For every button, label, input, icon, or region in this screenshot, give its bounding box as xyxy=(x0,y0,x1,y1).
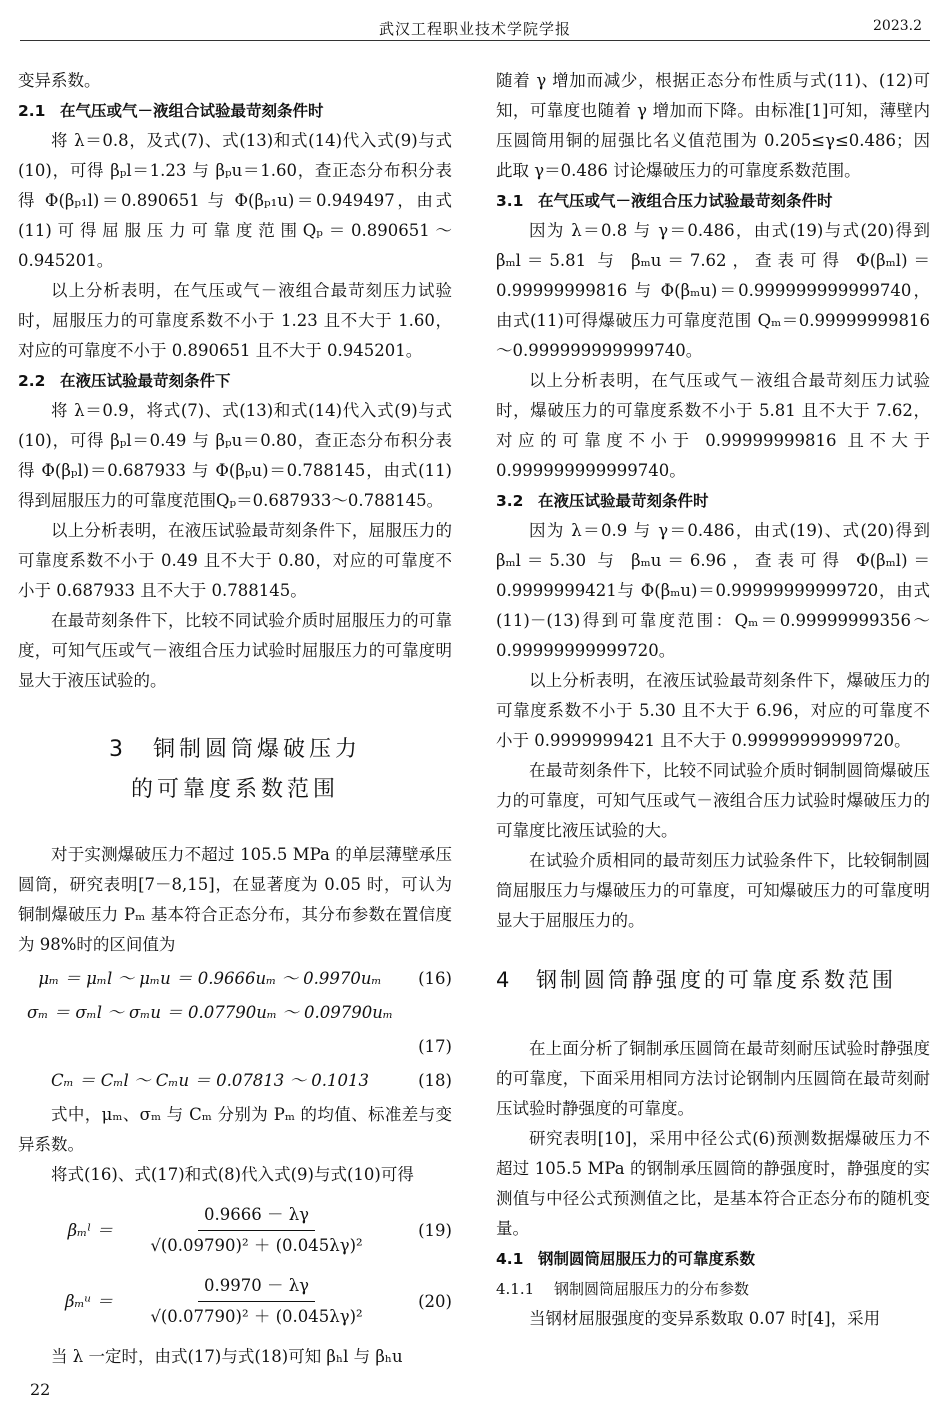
page-number: 22 xyxy=(30,1380,51,1399)
equation-lhs: βₘᵘ ＝ xyxy=(65,1291,113,1311)
journal-title: 武汉工程职业技术学院学报 xyxy=(378,20,571,38)
equation-tag: (20) xyxy=(418,1291,452,1311)
section-number: 3.1 xyxy=(496,192,524,210)
section-title: 钢制圆筒屈服压力的分布参数 xyxy=(554,1280,750,1298)
paragraph: 对于实测爆破压力不超过 105.5 MPa 的单层薄壁承压圆筒，研究表明[7－8,15]，在显著度为 0.05 时，可认为铜制爆破压力 Pₘ 基本符合正态分布，其分布参数在置信度为 98%时的区间值为 xyxy=(18,845,452,954)
paragraph: 变异系数。 xyxy=(18,71,101,90)
left-column xyxy=(18,66,452,1372)
paragraph: 随着 γ 增加而减少，根据正态分布性质与式(11)、(12)可知，可靠度也随着 γ 增加而下降。由标准[1]可知，薄壁内压圆筒用铜的屈强比名义值范围为 0.205≤γ≤0.486；因此取 γ＝0.486 讨论爆破压力的可靠度系数范围。 xyxy=(496,71,930,180)
equation-body: Cₘ ＝ Cₘl ～ Cₘu ＝ 0.07813 ～ 0.1013 xyxy=(50,1071,370,1090)
section-heading-2-1 xyxy=(18,96,452,126)
paragraph: 以上分析表明，在液压试验最苛刻条件下，爆破压力的可靠度系数不小于 5.30 且不大于 6.96，对应的可靠度不小于 0.9999999421 且不大于 0.99999999999720。 xyxy=(496,671,930,750)
paragraph: 以上分析表明，在气压或气－液组合最苛刻压力试验时，爆破压力的可靠度系数不小于 5.81 且不大于 7.62，对应的可靠度不小于 0.99999999816 且不大于 0.999999999999740。 xyxy=(496,371,930,480)
section-title-line1: 3 铜制圆筒爆破压力 xyxy=(109,737,361,762)
numerator: 0.9970 － λγ xyxy=(198,1273,315,1302)
section-title: 在气压或气－液组合试验最苛刻条件时 xyxy=(60,102,324,120)
section-heading-3-2 xyxy=(496,486,930,516)
equation-20 xyxy=(18,1271,452,1332)
section-title: 在气压或气－液组合压力试验最苛刻条件时 xyxy=(538,192,833,210)
equation-16 xyxy=(18,964,452,994)
equation-fraction xyxy=(121,1200,392,1261)
equation-body: σₘ ＝ σₘl ～ σₘu ＝ 0.07790uₘ ～ 0.09790uₘ xyxy=(27,1003,393,1022)
paragraph: 因为 λ＝0.9 与 γ＝0.486，由式(19)、式(20)得到 βₘl＝5.30 与 βₘu＝6.96，查表可得 Φ(βₘl)＝0.9999999421与 Φ(βₘu)＝0.99999999999720，由式(11)－(13)得到可靠度范围：Qₘ＝0.99999999356～0.99999999999720。 xyxy=(496,521,930,660)
equation-lhs: βₘˡ ＝ xyxy=(67,1220,113,1240)
paragraph: 在试验介质相同的最苛刻压力试验条件下，比较铜制圆筒屈服压力与爆破压力的可靠度，可知爆破压力的可靠度明显大于屈服压力的。 xyxy=(496,851,930,930)
paragraph: 以上分析表明，在气压或气－液组合最苛刻压力试验时，屈服压力的可靠度系数不小于 1.23 且不大于 1.60，对应的可靠度不小于 0.890651 且不大于 0.945201。 xyxy=(18,281,452,360)
paragraph: 在最苛刻条件下，比较不同试验介质时屈服压力的可靠度，可知气压或气－液组合压力试验时屈服压力的可靠度明显大于液压试验的。 xyxy=(18,611,452,690)
paragraph: 将 λ＝0.8，及式(7)、式(13)和式(14)代入式(9)与式(10)，可得 βₚl＝1.23 与 βₚu＝1.60，查正态分布积分表得 Φ(βₚ₁l)＝0.890651 与 Φ(βₚ₁u)＝0.949497，由式(11)可得屈服压力可靠度范围Qₚ＝0.890651～0.945201。 xyxy=(18,131,452,270)
section-number: 2.2 xyxy=(18,372,46,390)
section-title: 钢制圆筒屈服压力的可靠度系数 xyxy=(538,1250,756,1268)
paragraph: 因为 λ＝0.8 与 γ＝0.486，由式(19)与式(20)得到 βₘl＝5.81 与 βₘu＝7.62，查表可得 Φ(βₘl)＝0.99999999816 与 Φ(βₘu)＝0.999999999999740，由式(11)可得爆破压力可靠度范围 Qₘ＝0.99999999816～0.999999999999740。 xyxy=(496,221,930,360)
equation-17 xyxy=(18,998,452,1028)
section-title: 在液压试验最苛刻条件下 xyxy=(60,372,231,390)
equation-fraction xyxy=(121,1271,392,1332)
paragraph: 式中，μₘ、σₘ 与 Cₘ 分别为 Pₘ 的均值、标准差与变异系数。 xyxy=(18,1105,452,1154)
equation-tag: (16) xyxy=(418,969,452,988)
paragraph: 当钢材屈服强度的变异系数取 0.07 时[4]，采用 xyxy=(529,1309,881,1328)
page-header xyxy=(20,14,930,41)
section-heading-3 xyxy=(18,730,452,810)
section-number: 2.1 xyxy=(18,102,46,120)
numerator: 0.9666 － λγ xyxy=(198,1202,315,1231)
paragraph: 将 λ＝0.9，将式(7)、式(13)和式(14)代入式(9)与式(10)，可得 βₚl＝0.49 与 βₚu＝0.80，查正态分布积分表得 Φ(βₚl)＝0.687933 与 Φ(βₚu)＝0.788145，由式(11)得到屈服压力的可靠度范围Qₚ＝0.687933～0.788145。 xyxy=(18,401,452,510)
equation-tag: (17) xyxy=(418,1037,452,1056)
section-heading-3-1 xyxy=(496,186,930,216)
equation-body: μₘ ＝ μₘl ～ μₘu ＝ 0.9666uₘ ～ 0.9970uₘ xyxy=(38,969,382,988)
paragraph: 将式(16)、式(17)和式(8)代入式(9)与式(10)可得 xyxy=(51,1165,414,1184)
section-number: 3.2 xyxy=(496,492,524,510)
section-number: 4 xyxy=(496,968,513,992)
issue-number: 2023.2 xyxy=(873,18,922,34)
denominator: √(0.09790)² ＋ (0.045λγ)² xyxy=(150,1236,363,1255)
section-heading-4-1 xyxy=(496,1244,930,1274)
paragraph: 当 λ 一定时，由式(17)与式(18)可知 βₕl 与 βₕu xyxy=(51,1347,403,1366)
paragraph: 研究表明[10]，采用中径公式(6)预测数据爆破压力不超过 105.5 MPa 的钢制承压圆筒的静强度时，静强度的实测值与中径公式预测值之比，是基本符合正态分布的随机变量。 xyxy=(496,1129,930,1238)
paragraph: 在最苛刻条件下，比较不同试验介质时铜制圆筒爆破压力的可靠度，可知气压或气－液组合压力试验时爆破压力的可靠度比液压试验的大。 xyxy=(496,761,930,840)
equation-tag: (18) xyxy=(418,1071,452,1090)
paragraph: 以上分析表明，在液压试验最苛刻条件下，屈服压力的可靠度系数不小于 0.49 且不大于 0.80，对应的可靠度不小于 0.687933 且不大于 0.788145。 xyxy=(18,521,452,600)
right-column xyxy=(496,66,930,1334)
section-heading-4-1-1 xyxy=(496,1274,930,1304)
equation-tag: (19) xyxy=(418,1220,452,1240)
paragraph: 在上面分析了铜制承压圆筒在最苛刻耐压试验时静强度的可靠度，下面采用相同方法讨论钢制内压圆筒在最苛刻耐压试验时静强度的可靠度。 xyxy=(496,1039,930,1118)
section-title: 在液压试验最苛刻条件时 xyxy=(538,492,709,510)
section-number: 4.1 xyxy=(496,1250,524,1268)
section-heading-4 xyxy=(496,960,930,1000)
equation-18 xyxy=(18,1066,452,1096)
section-number: 4.1.1 xyxy=(496,1280,535,1298)
equation-19 xyxy=(18,1200,452,1261)
section-heading-2-2 xyxy=(18,366,452,396)
section-title-line2: 的可靠度系数范围 xyxy=(130,777,339,802)
equation-17-tag-row xyxy=(18,1032,452,1062)
section-title: 钢制圆筒静强度的可靠度系数范围 xyxy=(536,968,896,992)
denominator: √(0.07790)² ＋ (0.045λγ)² xyxy=(150,1307,363,1326)
